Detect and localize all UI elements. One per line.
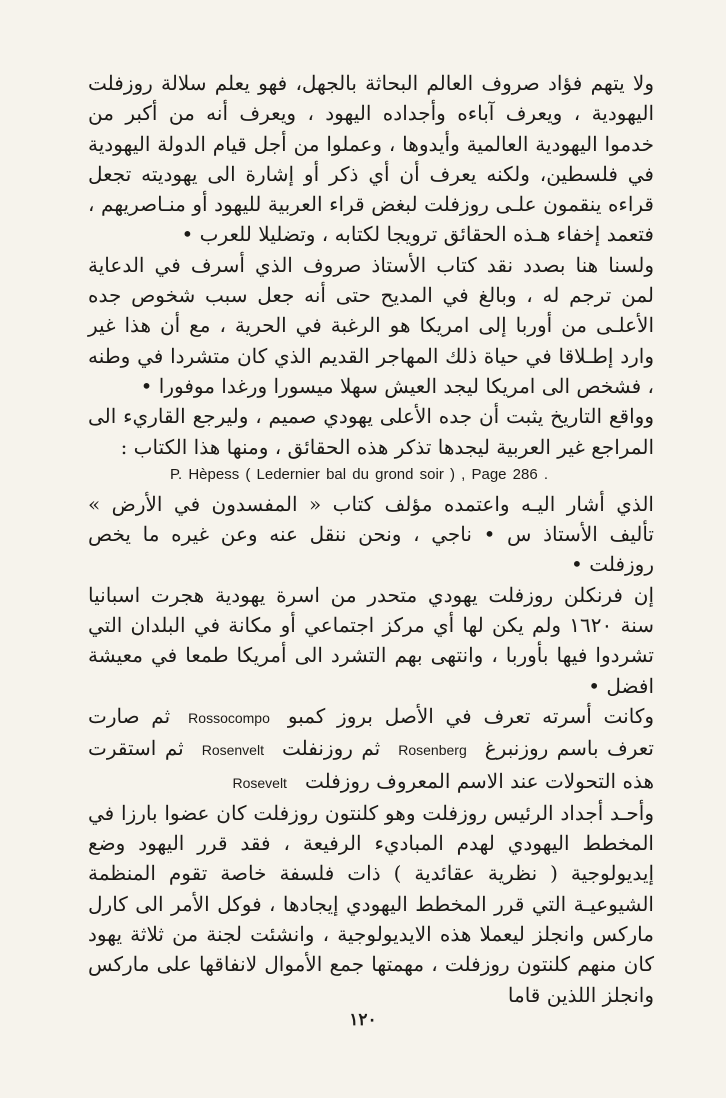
name-rosevelt: Rosevelt <box>232 774 287 791</box>
name-rossocompo: Rossocompo <box>188 709 270 726</box>
name-rosenvelt: Rosenvelt <box>201 742 264 759</box>
paragraph-1: ولا يتهم فؤاد صروف العالم البحاثة بالجهل، فهو يعلم سلالة روزفلت اليهودية ، ويعرف آباءه وأجداده اليهود ، ويعرف أنه من أكبر من خدموا اليهودية العالمية وأيدوها ، وعملوا من أجل قيام الدولة اليهودية في فلسطين، ولكنه يعرف أن أي ذكر أو إشارة الى يهوديته تجعل قراءه ينقمون علـى روزفلت لبغض قراء العربية لليهود أو منـاصريهم ، فتعمد إخفاء هـذه الحقائق ترويجا لكتابه ، وتضليلا للعرب • <box>88 71 654 247</box>
paragraph-2: ولسنا هنا بصدد نقد كتاب الأستاذ صروف الذي أسرف في الدعاية لمن ترجم له ، وبالغ في المديح حتى أنه جعل سبب شخوص جده الأعلـى من أوربا إلى امريكا هو الرغبة في الحرية ، مع أن هذا غير وارد إطـلاقا في حياة ذلك المهاجر القديم الذي كان متشردا في وطنه ، فشخص الى امريكا ليجد العيش سهلا ميسورا ورغدا موفورا • <box>88 252 655 398</box>
paragraph-family-names <box>88 701 654 798</box>
family-intro: وكانت أسرته تعرف في الأصل بروز كمبو <box>287 703 655 728</box>
family-then-3: ثم استقرت هذه التحولات عند الاسم المعروف روزفلت <box>88 736 654 793</box>
paragraph-4: الذي أشار اليـه واعتمده مؤلف كتاب « المفسدون في الأرض » تأليف الأستاذ س • ناجي ، ونحن ننقل عنه وعن غيره ما يخص روزفلت • <box>88 491 654 577</box>
paragraph-3: وواقع التاريخ يثبت أن جده الأعلى يهودي صميم ، وليرجع القاريء الى المراجع غير العربية ليجدها تذكر هذه الحقائق ، ومنها هذا الكتاب : <box>88 404 654 459</box>
reference-line: P. Hèpess ( Ledernier bal du grond soir ) , Page 286 . <box>169 465 549 483</box>
paragraph-5: إن فرنكلن روزفلت يهودي متحدر من اسرة يهودية هجرت اسبانيا سنة ١٦٢٠ ولم يكن لها أي مركز اجتماعي أو مكانة في البلدان التي تشردوا فيها بأوربا ، وانتهى بهم التشرد الى أمريكا طمعا في معيشة افضل • <box>88 582 654 698</box>
page-number: ١٢٠ <box>349 1010 377 1030</box>
family-then-1: ثم صارت تعرف باسم روزنبرغ <box>88 703 654 761</box>
family-then-2: ثم روزنفلت <box>281 736 381 761</box>
name-rosenberg: Rosenberg <box>398 742 467 759</box>
body-text <box>88 68 654 1010</box>
paragraph-6: وأحـد أجداد الرئيس روزفلت وهو كلنتون روزفلت كان عضوا بارزا في المخطط اليهودي لهدم المباديء الرفيعة ، فقد قرر اليهود وضع إيديولوجية ( نظرية عقائدية ) ذات فلسفة خاصة تقوم المنظمة الشيوعيـة التي قرر المخطط اليهودي إيجادها ، فوكل الأمر الى كارل ماركس وانجلز ليعملا هذه الايديولوجية ، وانشئت لجنة من ثلاثة يهود كان منهم كلنتون روزفلت ، مهمتها جمع الأموال لانفاقها على ماركس وانجلز اللذين قاما <box>88 800 654 1007</box>
